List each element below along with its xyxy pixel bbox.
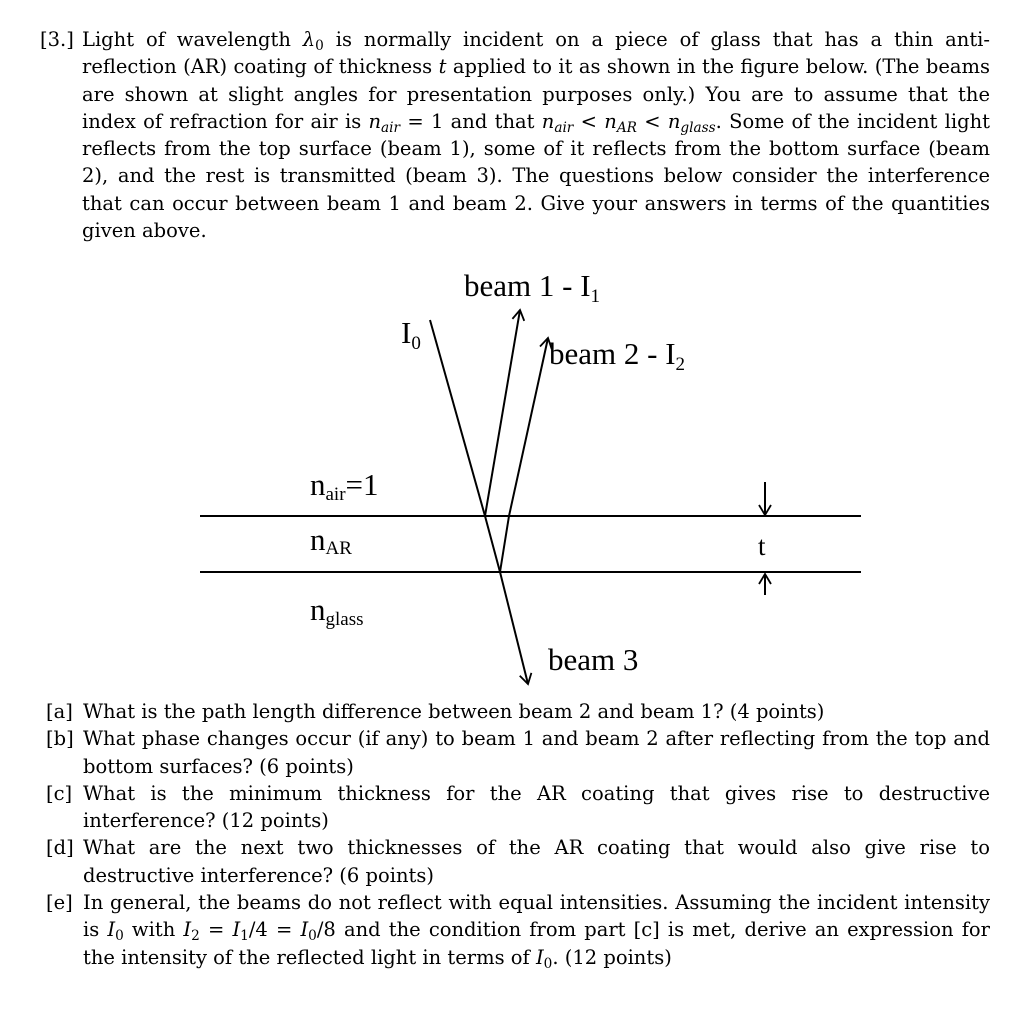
beam-2-ray [509,338,548,516]
part-b [46,725,990,780]
problem-intro: Light of wavelength $\lambda_0$ is normally incident on a piece of glass that has a thin anti-reflection (AR) coating of thickness t applied to it as shown in the figure below. (The beams are shown at slight angles for presentation purposes only.) You are to assume that the index of refraction for air is $n_{air} = 1$ and that $n_{air} < n_{AR} < n_{glass}$. Some of the incident light reflects from the top surface (beam 1), some of it reflects from the bottom surface (beam 2), and the rest is transmitted (beam 3). The questions below consider the interference that can occur between beam 1 and beam 2. Give your answers in terms of the quantities given above. [82,28,991,243]
incident-beam-refracted-ray [485,516,500,572]
problem-statement [40,26,990,244]
problem-number: [3.] [40,28,74,51]
part-b-text: What phase changes occur (if any) to beam 1 and beam 2 after reflecting from the top and bottom surfaces? (6 points) [83,727,990,778]
part-e-text: In general, the beams do not reflect with equal intensities. Assuming the incident intensity is $I_0$ with $I_2 = I_1/4 = I_0/8$ and the condition from part [c] is met, derive an expression for the intensity of the reflected light in terms of $I_0$. (12 points) [83,891,990,972]
part-e-label: [e] [46,891,73,915]
part-a-label: [a] [46,700,73,723]
n-ar-label: nAR [310,522,352,559]
part-c-label: [c] [46,781,73,805]
part-c-text: What is the minimum thickness for the AR coating that gives rise to destructive interference? (12 points) [83,781,990,833]
question-parts [46,698,990,971]
incident-beam-ray [430,320,485,516]
beam-1-ray [485,310,520,516]
part-a-text: What is the path length difference between beam 2 and beam 1? (4 points) [83,700,825,723]
n-air-label: nair=1 [310,467,379,505]
part-d-label: [d] [46,836,74,860]
part-d-text: What are the next two thicknesses of the AR coating that would also give rise to destructive interference? (6 points) [83,836,990,887]
beam-3-ray [500,572,528,684]
part-e [46,889,990,971]
beam-1-label: beam 1 - I1 [464,268,601,307]
thickness-label: t [758,531,766,561]
beam-2-label: beam 2 - I2 [549,336,686,375]
incident-intensity-label: I0 [401,315,421,354]
n-glass-label: nglass [310,592,364,630]
beam-2-ray-internal [500,516,509,572]
part-a [46,698,990,725]
part-d [46,834,990,889]
part-c [46,780,990,835]
beam-3-label: beam 3 [548,642,639,677]
part-b-label: [b] [46,727,74,751]
